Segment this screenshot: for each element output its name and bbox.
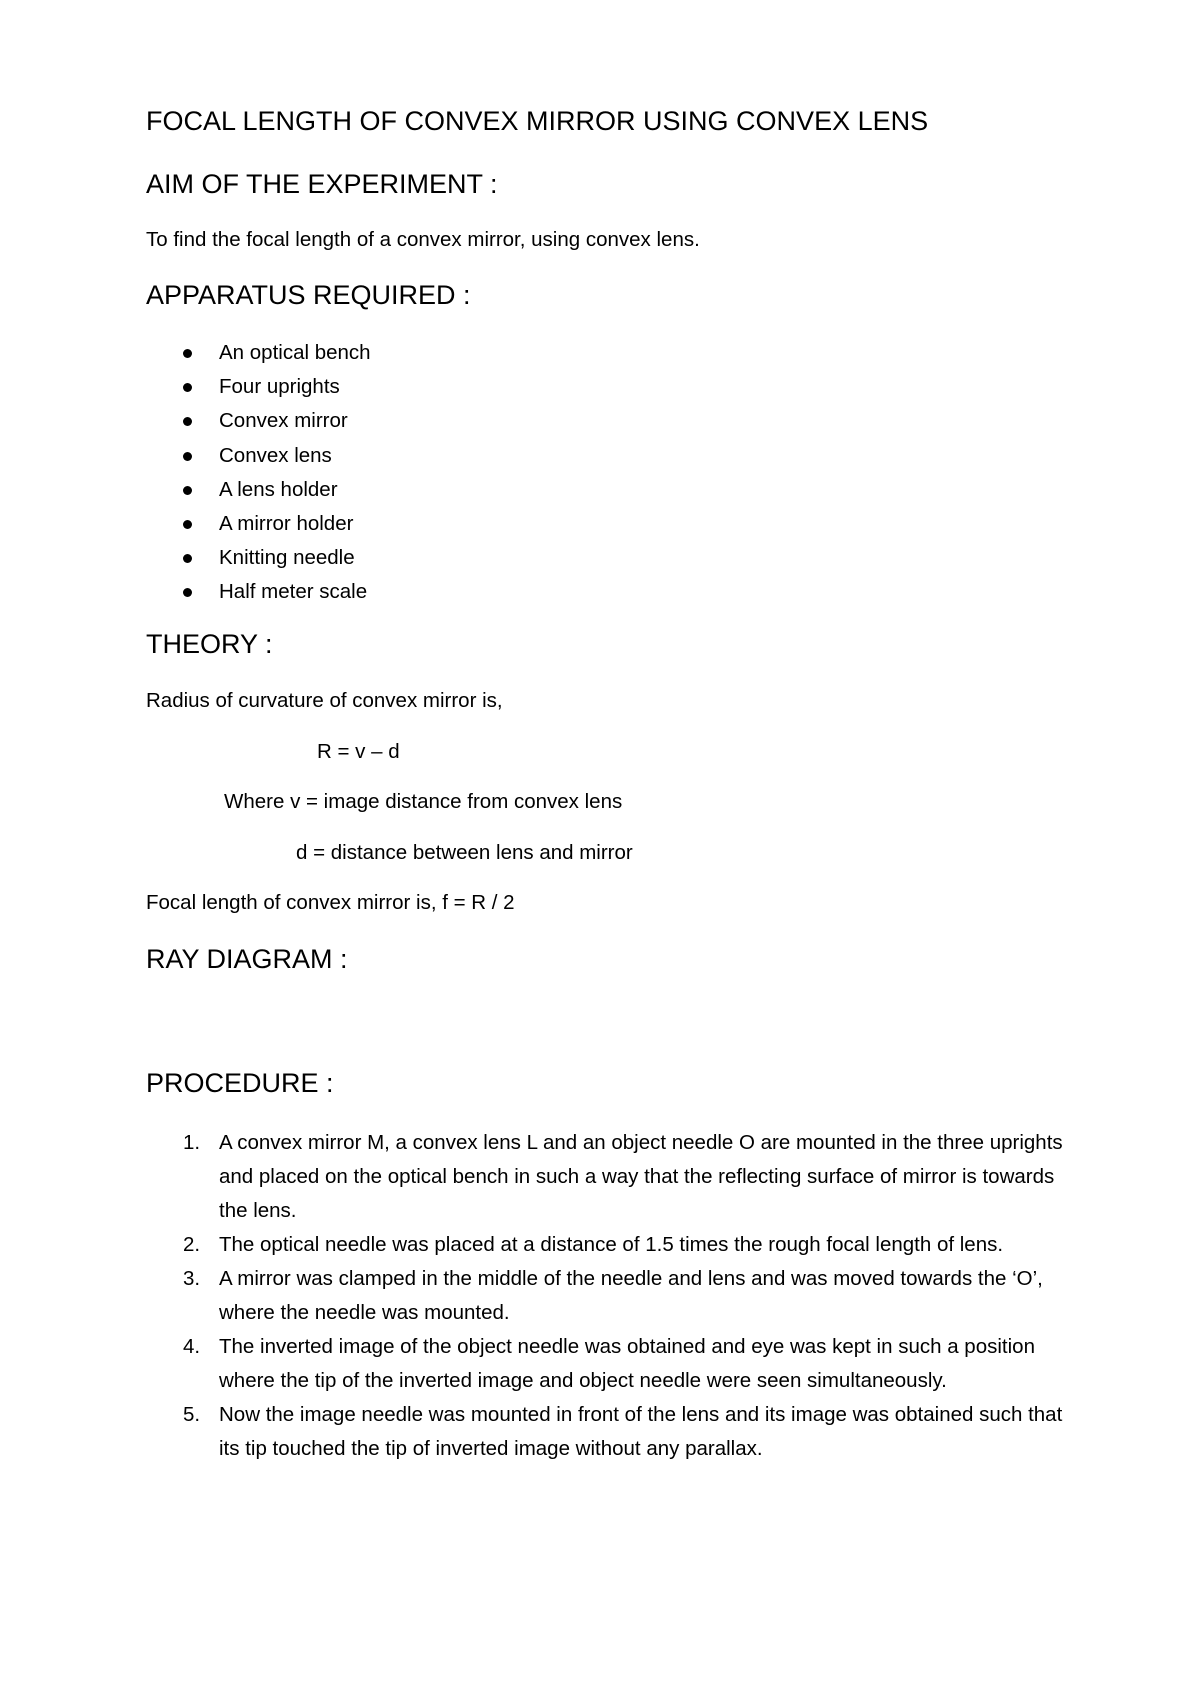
procedure-step: 3. A mirror was clamped in the middle of the needle and lens and was moved towards the ‘O’, where the needle was mounted.	[183, 1267, 1043, 1324]
apparatus-item: Convex mirror	[146, 404, 371, 438]
apparatus-heading: APPARATUS REQUIRED :	[146, 280, 471, 310]
ray-diagram-heading: RAY DIAGRAM :	[146, 944, 348, 974]
bullet-icon	[183, 486, 192, 495]
theory-intro: Radius of curvature of convex mirror is,	[146, 689, 503, 712]
bullet-icon	[183, 349, 192, 358]
procedure-list	[146, 1126, 1066, 1466]
procedure-heading: PROCEDURE :	[146, 1068, 334, 1098]
apparatus-list	[146, 336, 371, 610]
procedure-step: 4. The inverted image of the object needle was obtained and eye was kept in such a position where the tip of the inverted image and object needle were seen simultaneously.	[183, 1335, 1035, 1392]
bullet-icon	[183, 452, 192, 461]
theory-focal-length: Focal length of convex mirror is, f = R / 2	[146, 891, 515, 914]
apparatus-item: A lens holder	[146, 473, 371, 507]
bullet-icon	[183, 520, 192, 529]
procedure-step: 2. The optical needle was placed at a distance of 1.5 times the rough focal length of lens.	[183, 1233, 1004, 1256]
apparatus-item: An optical bench	[146, 336, 371, 370]
apparatus-item: A mirror holder	[146, 507, 371, 541]
bullet-icon	[183, 588, 192, 597]
theory-where-v: Where v = image distance from convex lens	[224, 790, 623, 813]
theory-heading: THEORY :	[146, 629, 273, 659]
document-title: FOCAL LENGTH OF CONVEX MIRROR USING CONVEX LENS	[146, 106, 929, 136]
procedure-step: 5. Now the image needle was mounted in front of the lens and its image was obtained such that its tip touched the tip of inverted image without any parallax.	[183, 1403, 1063, 1460]
theory-formula: R = v – d	[317, 740, 400, 763]
apparatus-item: Four uprights	[146, 370, 371, 404]
apparatus-item: Knitting needle	[146, 541, 371, 575]
aim-heading: AIM OF THE EXPERIMENT :	[146, 169, 498, 199]
theory-where-d: d = distance between lens and mirror	[296, 841, 633, 864]
aim-text: To find the focal length of a convex mirror, using convex lens.	[146, 228, 700, 251]
bullet-icon	[183, 383, 192, 392]
apparatus-item: Half meter scale	[146, 575, 371, 609]
procedure-step: 1. A convex mirror M, a convex lens L and an object needle O are mounted in the three uprights and placed on the optical bench in such a way that the reflecting surface of mirror is towards the lens.	[183, 1131, 1063, 1222]
apparatus-item: Convex lens	[146, 439, 371, 473]
bullet-icon	[183, 554, 192, 563]
bullet-icon	[183, 417, 192, 426]
